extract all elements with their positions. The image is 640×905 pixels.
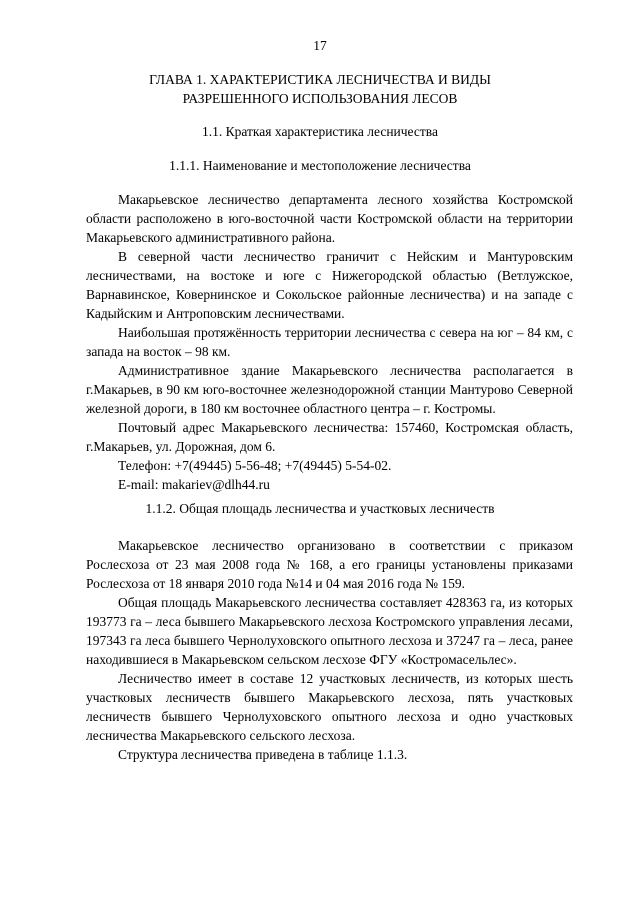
chapter-title-line: ГЛАВА 1. ХАРАКТЕРИСТИКА ЛЕСНИЧЕСТВА И ВИДЫ (149, 72, 491, 87)
chapter-title-line: РАЗРЕШЕННОГО ИСПОЛЬЗОВАНИЯ ЛЕСОВ (182, 91, 458, 106)
section-heading-1-1-2: 1.1.2. Общая площадь лесничества и участковых лесничеств (145, 501, 495, 516)
section-heading-1-1-1: 1.1.1. Наименование и местоположение лесничества (169, 158, 471, 173)
paragraph: Лесничество имеет в составе 12 участковых лесничеств, из которых шесть участковых лесничеств бывшего Макарьевского лесхоза, пять участковых лесничеств бывшего Чернолуховского опытного лесхоза и одно участковых лесничества Макарьевского сельского лесхоза. (86, 671, 573, 743)
section-1-1-1-body (86, 190, 573, 494)
paragraph: Макарьевское лесничество департамента лесного хозяйства Костромской области расположено в юго-восточной части Костромской области на территории Макарьевского административного района. (86, 192, 573, 245)
email-line: E-mail: makariev@dlh44.ru (118, 477, 270, 492)
section-heading-1-1: 1.1. Краткая характеристика лесничества (202, 124, 438, 139)
paragraph: В северной части лесничество граничит с Нейским и Мантуровским лесничествами, на востоке и юге с Нижегородской областью (Ветлужское, Варнавинское, Ковернинское и Сокольское районные лесничества) и на западе с Кадыйским и Антроповским лесничествами. (86, 249, 573, 321)
page-number: 17 (313, 38, 327, 53)
paragraph: Наибольшая протяжённость территории лесничества с севера на юг – 84 км, с запада на восток – 98 км. (86, 325, 573, 359)
paragraph: Почтовый адрес Макарьевского лесничества: 157460, Костромская область, г.Макарьев, ул. Дорожная, дом 6. (86, 420, 573, 454)
phone-line: Телефон: +7(49445) 5-56-48; +7(49445) 5-54-02. (118, 458, 392, 473)
paragraph: Административное здание Макарьевского лесничества располагается в г.Макарьев, в 90 км юго-восточнее железнодорожной станции Мантурово Северной железной дороги, в 180 км восточнее областного центра – г. Костромы. (86, 363, 573, 416)
paragraph: Макарьевское лесничество организовано в соответствии с приказом Рослесхоза от 23 мая 2008 года № 168, а его границы установлены приказами Рослесхоза от 18 января 2010 года №14 и 04 мая 2016 года № 159. (86, 538, 573, 591)
paragraph: Структура лесничества приведена в таблице 1.1.3. (118, 747, 408, 762)
section-1-1-2-body (86, 536, 573, 764)
chapter-title (80, 70, 560, 108)
paragraph: Общая площадь Макарьевского лесничества составляет 428363 га, из которых 193773 га – леса бывшего Макарьевского лесхоза Костромского управления лесами, 197343 га леса бывшего Чернолуховского опытного лесхоза и 37247 га – леса, ранее находившиеся в Макарьевском сельском лесхозе ФГУ «Костромасельлес». (86, 595, 573, 667)
